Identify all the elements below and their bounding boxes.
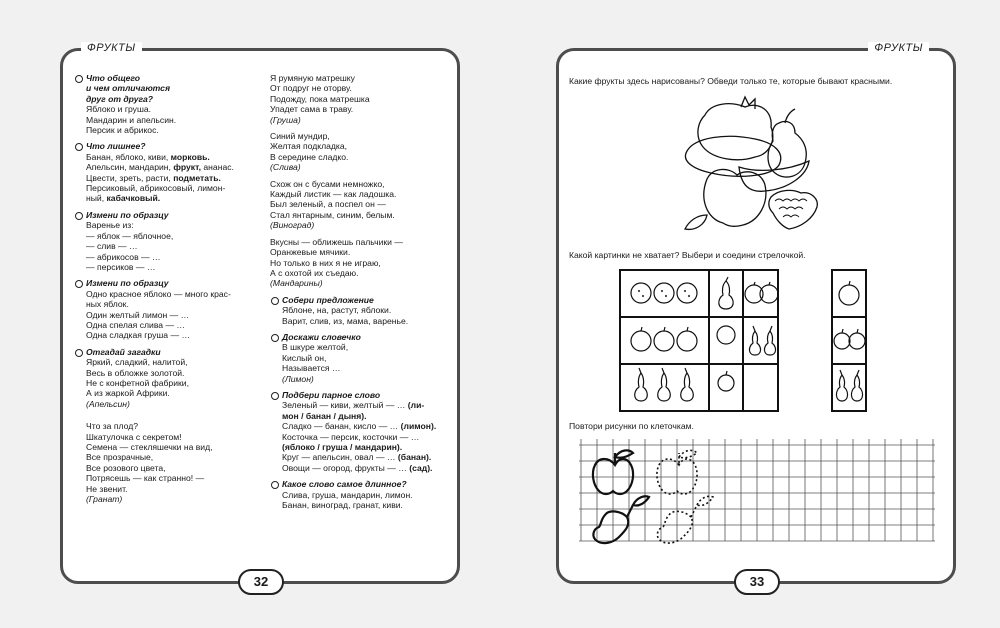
exercise-line: Зеленый — киви, желтый — … (ли- xyxy=(282,400,425,411)
answer-options-column xyxy=(831,269,867,412)
exercise-line: Круг — апельсин, овал — … (банан). xyxy=(282,452,432,463)
apple-leaf xyxy=(685,215,707,229)
riddle-answer: (Груша) xyxy=(270,114,301,125)
riddle-block xyxy=(270,131,452,173)
riddle-line: Не звенит. xyxy=(86,483,128,494)
right-column xyxy=(270,73,452,516)
section-title: Собери предложение xyxy=(270,295,452,305)
apples-cell xyxy=(631,327,697,351)
apple-option-icon xyxy=(849,333,865,349)
riddle-block xyxy=(270,237,452,289)
riddle-block xyxy=(270,73,452,125)
overlapping-fruits-illustration xyxy=(667,93,823,243)
exercise-line: (яблоко / груша / мандарин). xyxy=(282,442,403,452)
riddle-line: Схож он с бусами немножко, xyxy=(270,178,385,189)
exercise-line: мон / банан / дыня). xyxy=(282,410,367,421)
exercise-line: Яблоне, на, растут, яблоки. xyxy=(282,305,392,316)
riddle-line: Все прозрачные, xyxy=(86,452,154,463)
riddle-block xyxy=(270,179,452,231)
apple-icon xyxy=(718,375,734,391)
exercise-line: ный, кабачковый. xyxy=(86,193,161,204)
apple-option-icon xyxy=(834,333,850,349)
riddle-answer: (Виноград) xyxy=(270,220,315,231)
riddle-line: От подруг не оторву. xyxy=(270,83,352,94)
page-header: ФРУКТЫ xyxy=(868,42,929,54)
riddle-line: Шкатулочка с секретом! xyxy=(86,431,182,442)
section-riddles xyxy=(74,347,261,505)
section-title: Подбери парное слово xyxy=(270,390,452,400)
section-finish-word xyxy=(270,332,452,384)
riddle-line: Не с конфетной фабрики, xyxy=(86,377,189,388)
exercise-line: Одна спелая слива — … xyxy=(86,319,186,330)
exercise-line: Персик и абрикос. xyxy=(86,125,159,136)
exercise-line: Слива, груша, мандарин, лимон. xyxy=(282,489,413,500)
section-title: Что общего и чем отличаются друг от друга? xyxy=(74,73,261,104)
section-title: Доскажи словечко xyxy=(270,332,452,342)
riddle-line: Семена — стекляшечки на вид, xyxy=(86,442,213,452)
exercise-line: Цвести, зреть, расти, подметать. xyxy=(86,172,221,183)
pomegranate-crown xyxy=(741,97,755,109)
exercise-line: Яблоко и груша. xyxy=(86,104,152,115)
riddle-answer: (Слива) xyxy=(270,162,301,173)
apple-option-icon xyxy=(839,285,859,305)
task-text: Какой картинки не хватает? Выбери и соедини стрелочкой. xyxy=(569,250,806,260)
exercise-line: Одна сладкая груша — … xyxy=(86,330,191,341)
riddle-line: Желтая подкладка, xyxy=(270,141,348,152)
pear-icon xyxy=(658,373,671,401)
exercise-line: — персиков — … xyxy=(86,261,156,272)
orange-icon xyxy=(654,283,674,303)
orange-icon xyxy=(631,283,651,303)
exercise-line: Один желтый лимон — … xyxy=(86,309,190,320)
riddle-answer: (Мандарины) xyxy=(270,278,323,289)
riddle-answer: (Апельсин) xyxy=(86,398,130,409)
pears-cell xyxy=(749,326,775,355)
section-pattern-1 xyxy=(74,210,261,272)
riddle-line: Синий мундир, xyxy=(270,131,330,142)
missing-picture-grid xyxy=(619,269,779,412)
section-title: Отгадай загадки xyxy=(74,347,261,357)
section-title: Измени по образцу xyxy=(74,210,261,220)
riddle-line: Подожду, пока матрешка xyxy=(270,93,370,104)
section-title: Какое слово самое длинное? xyxy=(270,479,452,489)
riddle-line: Но только в них я не играю, xyxy=(270,257,381,268)
apples-cell xyxy=(745,282,778,303)
exercise-line: — яблок — яблочное, xyxy=(86,230,174,241)
pear-dotted-copy xyxy=(657,496,713,543)
task-text: Повтори рисунки по клеточкам. xyxy=(569,421,694,431)
section-pattern-2 xyxy=(74,278,261,340)
exercise-line: Одно красное яблоко — много крас- xyxy=(86,288,231,299)
riddle-line: Яркий, сладкий, налитой, xyxy=(86,357,188,368)
riddle-line: Весь в обложке золотой. xyxy=(86,367,185,378)
section-longest-word xyxy=(270,479,452,510)
riddle-line: Был зеленый, а поспел он — xyxy=(270,199,386,210)
exercise-line: Мандарин и апельсин. xyxy=(86,114,177,125)
pear-option-icon xyxy=(851,375,862,401)
exercise-line: — абрикосов — … xyxy=(86,251,161,262)
pear-icon xyxy=(681,373,694,401)
pear-option-icon xyxy=(836,375,847,401)
grapes-outline xyxy=(769,190,817,229)
exercise-line: Овощи — огород, фрукты — … (сад). xyxy=(282,462,433,473)
page-header: ФРУКТЫ xyxy=(81,42,142,54)
riddle-line: Упадет сама в траву. xyxy=(270,104,354,115)
riddle-line: А с охотой их съедаю. xyxy=(270,267,359,278)
exercise-line: Кислый он, xyxy=(282,352,327,363)
exercise-line: Варит, слив, из, мама, варенье. xyxy=(282,315,409,326)
oranges-cell xyxy=(631,283,697,303)
pear-icon xyxy=(719,281,733,309)
riddle-line: А из жаркой Африки. xyxy=(86,388,170,399)
pears-cell xyxy=(635,368,694,401)
section-build-sentence xyxy=(270,295,452,326)
orange-icon xyxy=(677,283,697,303)
exercise-line: Варенье из: xyxy=(86,220,134,231)
exercise-line: Апельсин, мандарин, фрукт, ананас. xyxy=(86,162,234,173)
riddle-line: Все розового цвета, xyxy=(86,462,166,473)
copy-grid xyxy=(579,439,940,549)
pomegranate-outline xyxy=(698,104,773,160)
section-pair-words xyxy=(270,390,452,473)
riddle-line: Я румяную матрешку xyxy=(270,73,355,83)
pear-cell xyxy=(719,277,733,309)
exercise-line: Персиковый, абрикосовый, лимон- xyxy=(86,183,226,194)
apple-outline xyxy=(704,169,766,226)
riddle-line: Стал янтарным, синим, белым. xyxy=(270,209,395,220)
orange-cell xyxy=(717,326,735,344)
exercise-line: Банан, виноград, гранат, киви. xyxy=(282,500,403,511)
pear-icon xyxy=(635,373,648,401)
page-number: 32 xyxy=(238,569,284,595)
apple-cell xyxy=(718,371,734,391)
pear-icon xyxy=(764,331,775,355)
exercise-line: В шкуре желтой, xyxy=(282,342,349,353)
exercise-line: ных яблок. xyxy=(86,299,129,310)
section-title: Что лишнее? xyxy=(74,141,261,151)
grapes-texture xyxy=(775,199,807,217)
riddle-line: В середине сладко. xyxy=(270,151,349,162)
exercise-line: — слив — … xyxy=(86,241,138,252)
section-title: Измени по образцу xyxy=(74,278,261,288)
pear-outline xyxy=(768,121,806,177)
task-text: Какие фрукты здесь нарисованы? Обведи только те, которые бывают красными. xyxy=(569,76,893,86)
riddle-line: Оранжевые мячики. xyxy=(270,247,351,258)
pear-icon xyxy=(749,331,760,355)
riddle-answer: (Лимон) xyxy=(282,373,314,384)
exercise-line: Сладко — банан, кисло — … (лимон). xyxy=(282,421,437,432)
leaf-icon xyxy=(615,450,633,457)
exercise-line: Банан, яблоко, киви, морковь. xyxy=(86,151,210,162)
right-page xyxy=(556,42,956,589)
left-column xyxy=(74,73,261,510)
orange-icon xyxy=(717,326,735,344)
exercise-line: Косточка — персик, косточки — … xyxy=(282,431,420,442)
apple-icon xyxy=(677,331,697,351)
riddle-line: Вкусны — оближешь пальчики — xyxy=(270,236,403,247)
pear-sample-icon xyxy=(593,511,628,543)
apple-icon xyxy=(631,331,651,351)
riddle-line: Каждый листик — как ладошка. xyxy=(270,189,397,200)
pear-sample-drawing xyxy=(593,496,649,543)
leaf-icon xyxy=(633,496,649,505)
page-number: 33 xyxy=(734,569,780,595)
section-odd-one-out xyxy=(74,141,261,203)
riddle-answer: (Гранат) xyxy=(86,494,123,505)
exercise-line: Называется … xyxy=(282,363,341,374)
section-similarities xyxy=(74,73,261,135)
riddle-line: Что за плод? xyxy=(86,421,138,432)
left-page xyxy=(60,42,460,589)
apple-icon xyxy=(654,331,674,351)
riddle-line: Потрясешь — как странно! — xyxy=(86,473,205,484)
